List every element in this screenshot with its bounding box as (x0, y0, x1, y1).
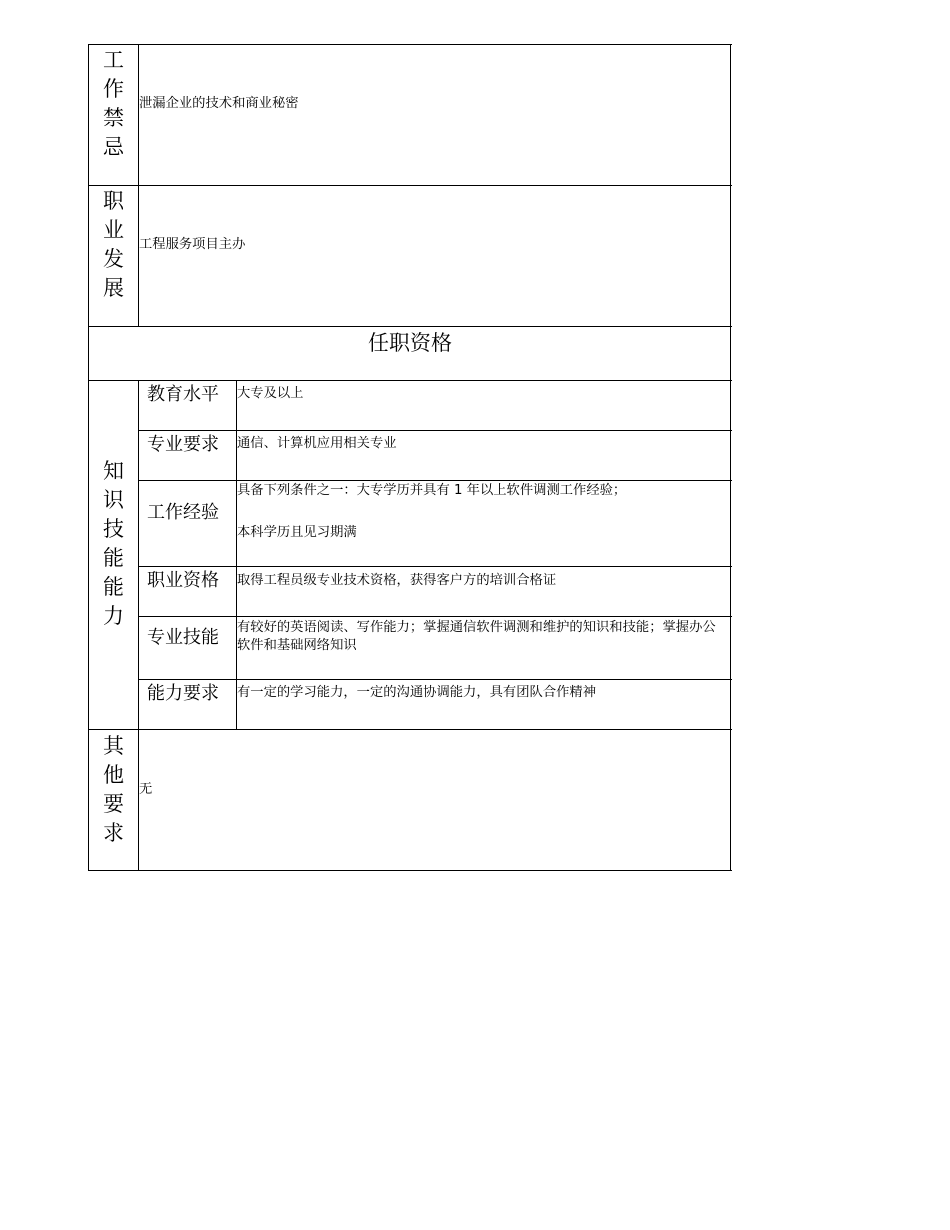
divider-line (236, 380, 237, 730)
divider-line (88, 326, 732, 327)
border-top (88, 44, 732, 45)
section-title: 任职资格 (368, 331, 452, 355)
other-label: 其 他 要 求 (103, 734, 124, 845)
taboo-content: 泄漏企业的技术和商业秘密 (139, 96, 299, 111)
divider-line (88, 729, 732, 730)
divider-line (139, 480, 732, 481)
knowledge-label: 知 识 技 能 能 力 (103, 459, 124, 628)
skills-content: 有较好的英语阅读、写作能力；掌握通信软件调测和维护的知识和技能；掌握办公软件和基础网络知识 (237, 620, 716, 653)
job-description-table (88, 44, 732, 871)
qualification-content: 取得工程员级专业技术资格，获得客户方的培训合格证 (237, 573, 557, 588)
other-content: 无 (139, 782, 153, 797)
experience-label: 工作经验 (147, 502, 219, 523)
education-label: 教育水平 (147, 384, 219, 405)
divider-line (139, 616, 732, 617)
education-content: 大专及以上 (237, 386, 304, 401)
divider-line (139, 566, 732, 567)
qualification-label: 职业资格 (147, 570, 219, 591)
divider-line (139, 430, 732, 431)
border-right (730, 44, 731, 871)
skills-label: 专业技能 (147, 627, 219, 648)
ability-content: 有一定的学习能力，一定的沟通协调能力，具有团队合作精神 (237, 685, 597, 700)
border-bottom (88, 870, 732, 871)
major-label: 专业要求 (147, 434, 219, 455)
major-content: 通信、计算机应用相关专业 (237, 436, 397, 451)
divider-line (88, 185, 732, 186)
divider-line (139, 679, 732, 680)
taboo-label: 工 作 禁 忌 (103, 48, 124, 159)
career-content: 工程服务项目主办 (139, 237, 246, 252)
career-label: 职 业 发 展 (103, 189, 124, 300)
divider-line (88, 380, 732, 381)
experience-content-line1: 具备下列条件之一：大专学历并具有 1 年以上软件调测工作经验； (237, 483, 627, 498)
ability-label: 能力要求 (147, 683, 219, 704)
experience-content-line2: 本科学历且见习期满 (237, 525, 357, 540)
